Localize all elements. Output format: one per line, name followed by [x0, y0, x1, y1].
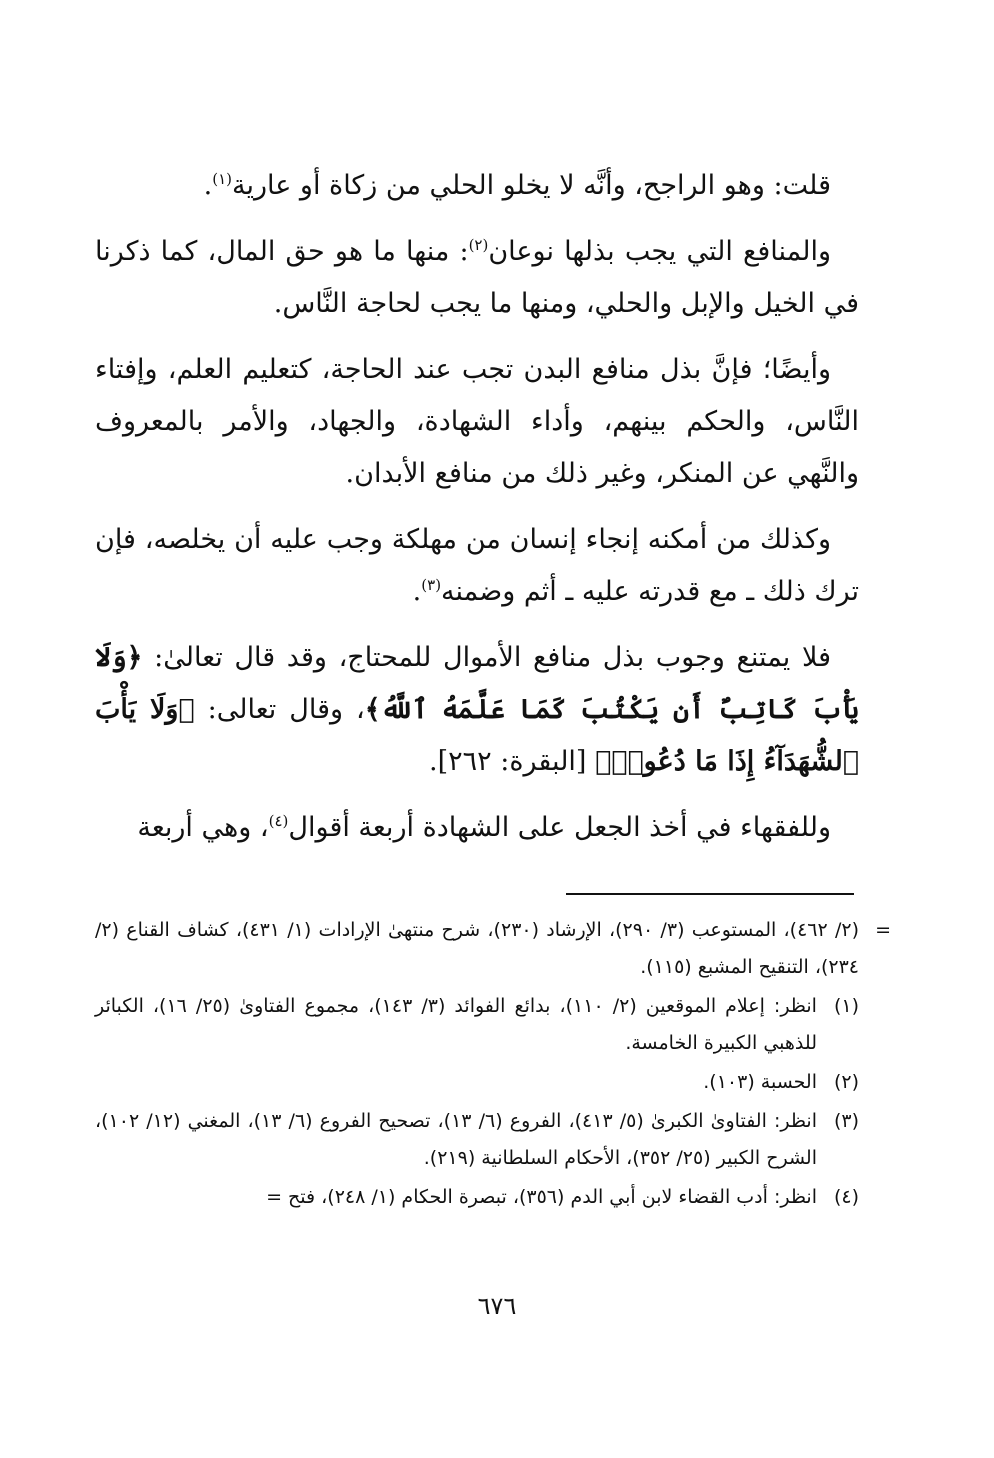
quran-bracket-close: ﴾: [364, 694, 381, 725]
paragraph-6-rest: ، وهي أربعة: [137, 812, 269, 843]
paragraph-4-text: وكذلك من أمكنه إنجاء إنسان من مهلكة وجب عليه أن يخلصه، فإن ترك ذلك ـ مع قدرته عليه ـ أثم وضمنه: [95, 524, 859, 607]
footnote-4: [95, 1179, 859, 1216]
footnote-1-number: (١): [833, 995, 859, 1017]
footnote-3-number: (٣): [833, 1110, 859, 1132]
quran-reference: [البقرة: ٢٦٢].: [429, 746, 587, 777]
quran-verse-2: وَلَا يَأْبَ ٱلشُّهَدَآءُ إِذَا مَا دُعُوا۟: [95, 694, 859, 777]
footnote-3: [95, 1103, 859, 1177]
paragraph-6-text: وللفقهاء في أخذ الجعل على الشهادة أربعة أقوال: [288, 812, 831, 843]
paragraph-6: [95, 802, 859, 854]
paragraph-5: [95, 632, 859, 788]
main-text: [95, 160, 859, 868]
footnote-ref-2: (٢): [468, 236, 489, 254]
footnote-2-number: (٢): [833, 1071, 859, 1093]
paragraph-3: [95, 344, 859, 500]
footnote-divider: [566, 893, 854, 895]
footnote-continuation: [95, 912, 891, 986]
footnote-4-number: (٤): [833, 1186, 859, 1208]
footnote-1-text: انظر: إعلام الموقعين (٢/ ١١٠)، بدائع الفوائد (٣/ ١٤٣)، مجموع الفتاوىٰ (٢٥/ ١٦)، الكبائر للذهبي الكبيرة الخامسة.: [95, 995, 817, 1054]
paragraph-2: [95, 226, 859, 330]
paragraph-1: [95, 160, 859, 212]
paragraph-5-mid: ، وقال تعالى:: [207, 694, 365, 725]
paragraph-2-rest: : منها ما هو حق المال، كما ذكرنا في الخيل والإبل والحلي، ومنها ما يجب لحاجة النَّاس.: [95, 236, 859, 319]
paragraph-1-end: .: [203, 170, 213, 201]
paragraph-5-intro: فلا يمتنع وجوب بذل منافع الأموال للمحتاج، وقد قال تعالىٰ:: [154, 642, 831, 673]
footnote-continuation-text: (٢/ ٤٦٢)، المستوعب (٣/ ٢٩٠)، الإرشاد (٢٣٠)، شرح منتهىٰ الإرادات (١/ ٤٣١)، كشاف القناع (٢/ ٢٣٤)، التنقيح المشبع (١١٥).: [95, 919, 860, 978]
footnote-3-text: انظر: الفتاوىٰ الكبرىٰ (٥/ ٤١٣)، الفروع (٦/ ١٣)، تصحيح الفروع (٦/ ١٣)، المغني (١٢/ ١٠٢)، الشرح الكبير (٢٥/ ٣٥٢)، الأحكام السلطانية (٢١٩).: [95, 1110, 818, 1169]
footnote-4-text: انظر: أدب القضاء لابن أبي الدم (٣٥٦)، تبصرة الحكام (١/ ٢٤٨)، فتح =: [266, 1186, 817, 1208]
footnotes: [95, 912, 891, 1218]
footnote-ref-4: (٤): [268, 812, 289, 830]
quran-verse-1: وَلَا يَأْبَ كَاتِبٌ أَن يَكْتُبَ كَمَا عَلَّمَهُ ٱللَّهُ: [95, 642, 859, 725]
paragraph-2-text: والمنافع التي يجب بذلها نوعان: [488, 236, 831, 267]
footnote-2: [95, 1064, 859, 1101]
paragraph-4-end: .: [412, 576, 422, 607]
footnote-ref-1: (١): [212, 170, 232, 188]
footnote-ref-3: (٣): [421, 576, 442, 594]
continuation-mark: =: [875, 919, 891, 941]
page-number: ٦٧٦: [477, 1292, 517, 1320]
footnote-1: [95, 988, 859, 1062]
quran-bracket-open-2: ﴿: [178, 694, 195, 725]
quran-bracket-close-2: ﴾: [595, 746, 612, 777]
paragraph-3-text: وأيضًا؛ فإنَّ بذل منافع البدن تجب عند الحاجة، كتعليم العلم، وإفتاء النَّاس، والحكم بينهم، وأداء الشهادة، والجهاد، والأمر بالمعروف والنَّهي عن المنكر، وغير ذلك من منافع الأبدان.: [95, 354, 859, 489]
paragraph-4: [95, 514, 859, 618]
paragraph-1-text: قلت: وهو الراجح، وأنَّه لا يخلو الحلي من زكاة أو عارية: [231, 170, 831, 201]
footnote-2-text: الحسبة (١٠٣).: [703, 1071, 817, 1093]
quran-bracket-open: ﴿: [126, 642, 143, 673]
